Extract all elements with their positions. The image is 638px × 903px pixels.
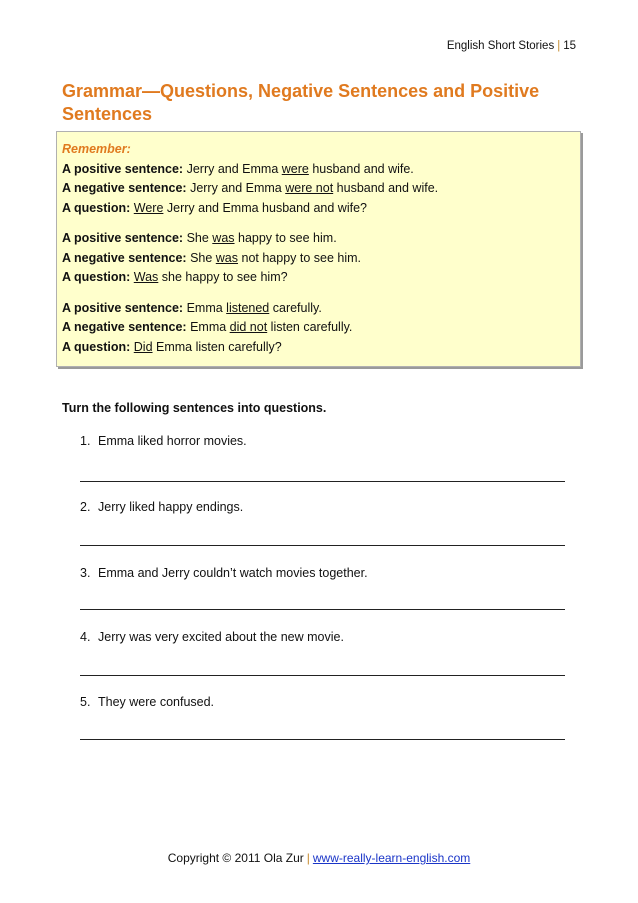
book-title: English Short Stories xyxy=(446,40,555,52)
website-link[interactable]: www-really-learn-english.com xyxy=(312,851,471,865)
example-text: Jerry and Emma xyxy=(186,181,286,195)
page-header xyxy=(447,40,576,52)
example-text: not happy to see him. xyxy=(238,250,362,265)
example-text: listen carefully. xyxy=(267,320,353,334)
item-number: 5. xyxy=(80,695,91,709)
example-label: A negative sentence: xyxy=(62,181,187,195)
answer-line[interactable] xyxy=(80,609,565,610)
item-text: Emma liked horror movies. xyxy=(98,434,247,448)
example-text: Jerry and Emma xyxy=(183,161,282,176)
footer-separator: | xyxy=(306,851,310,865)
example-text: Emma xyxy=(183,300,227,315)
example-text: husband and wife. xyxy=(308,161,414,176)
example-text: husband and wife. xyxy=(333,181,439,195)
example-label: A question: xyxy=(62,339,131,354)
example-text: carefully. xyxy=(269,300,322,315)
item-number: 1. xyxy=(80,434,91,448)
item-text: Emma and Jerry couldn’t watch movies together. xyxy=(98,566,368,580)
underlined-verb: Were xyxy=(133,200,164,215)
underlined-verb: Was xyxy=(133,270,159,284)
example-group xyxy=(62,299,580,358)
item-text: Jerry liked happy endings. xyxy=(98,500,244,514)
example-text: she happy to see him? xyxy=(158,270,288,284)
header-separator: | xyxy=(557,40,561,52)
example-label: A positive sentence: xyxy=(62,300,184,315)
example-text: She xyxy=(186,250,216,265)
underlined-verb: Did xyxy=(133,339,153,354)
question-example xyxy=(62,268,580,288)
example-label: A question: xyxy=(62,270,131,284)
example-text: Emma xyxy=(186,320,230,334)
underlined-verb: listened xyxy=(226,300,270,315)
example-label: A question: xyxy=(62,200,131,215)
page-number: 15 xyxy=(563,40,576,52)
positive-example xyxy=(62,160,580,180)
example-text: She xyxy=(183,231,213,245)
positive-example xyxy=(62,299,580,319)
page-title: Grammar—Questions, Negative Sentences and Positive Sentences xyxy=(62,81,540,124)
example-label: A negative sentence: xyxy=(62,250,187,265)
answer-line[interactable] xyxy=(80,545,565,546)
example-label: A negative sentence: xyxy=(62,320,187,334)
remember-label: Remember: xyxy=(62,142,131,156)
underlined-verb: was xyxy=(215,250,239,265)
example-group xyxy=(62,229,580,288)
question-example xyxy=(62,338,580,358)
answer-line[interactable] xyxy=(80,675,565,676)
exercise-instruction: Turn the following sentences into questions. xyxy=(62,401,327,415)
remember-box xyxy=(56,131,581,367)
underlined-verb: were xyxy=(281,161,309,176)
example-label: A positive sentence: xyxy=(62,231,184,245)
exercise-item xyxy=(80,434,247,448)
exercise-item xyxy=(80,695,214,709)
underlined-verb: were not xyxy=(285,181,334,195)
item-number: 3. xyxy=(80,566,91,580)
example-text: happy to see him. xyxy=(234,231,337,245)
answer-line[interactable] xyxy=(80,739,565,740)
underlined-verb: was xyxy=(212,231,235,245)
item-number: 4. xyxy=(80,630,91,644)
underlined-verb: did not xyxy=(229,320,268,334)
negative-example xyxy=(62,249,580,269)
item-text: Jerry was very excited about the new movie. xyxy=(98,630,344,644)
negative-example xyxy=(62,179,580,199)
example-text: Jerry and Emma husband and wife? xyxy=(163,200,367,215)
exercise-item xyxy=(80,630,344,644)
answer-line[interactable] xyxy=(80,481,565,482)
negative-example xyxy=(62,318,580,338)
exercise-item xyxy=(80,566,368,580)
item-text: They were confused. xyxy=(98,695,215,709)
example-text: Emma listen carefully? xyxy=(152,339,282,354)
example-label: A positive sentence: xyxy=(62,161,184,176)
page-footer xyxy=(0,851,638,865)
item-number: 2. xyxy=(80,500,91,514)
exercise-item xyxy=(80,500,243,514)
example-group xyxy=(62,160,580,219)
copyright-text: Copyright © 2011 Ola Zur xyxy=(167,851,304,865)
positive-example xyxy=(62,229,580,249)
question-example xyxy=(62,199,580,219)
